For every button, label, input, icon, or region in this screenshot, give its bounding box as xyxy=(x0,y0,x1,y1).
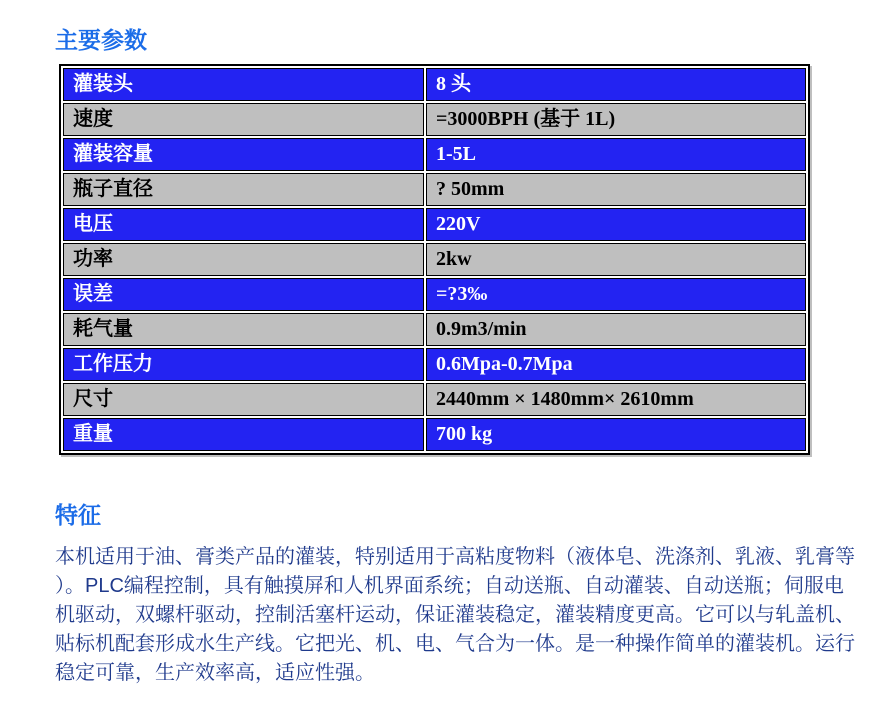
table-row xyxy=(63,138,806,171)
param-label: 功率 xyxy=(63,243,424,276)
param-label: 瓶子直径 xyxy=(63,173,424,206)
param-value: 220V xyxy=(426,208,806,241)
spec-table xyxy=(59,64,810,455)
param-value: 2kw xyxy=(426,243,806,276)
param-label: 耗气量 xyxy=(63,313,424,346)
param-value: 1-5L xyxy=(426,138,806,171)
table-row xyxy=(63,173,806,206)
paragraph-line: 本机适用于油、膏类产品的灌装，特别适用于高粘度物料（液体皂、洗涤剂、乳液、乳膏等 xyxy=(55,546,855,568)
param-label: 误差 xyxy=(63,278,424,311)
table-row xyxy=(63,418,806,451)
param-value: 8 头 xyxy=(426,68,806,101)
main-params-title: 主要参数 xyxy=(55,27,147,53)
table-row xyxy=(63,208,806,241)
table-row xyxy=(63,68,806,101)
param-label: 灌装头 xyxy=(63,68,424,101)
table-row xyxy=(63,243,806,276)
param-label: 重量 xyxy=(63,418,424,451)
paragraph-line: 机驱动，双螺杆驱动，控制活塞杆运动，保证灌装稳定，灌装精度更高。它可以与轧盖机、 xyxy=(55,604,855,626)
param-label: 速度 xyxy=(63,103,424,136)
table-row xyxy=(63,103,806,136)
param-value: 0.9m3/min xyxy=(426,313,806,346)
param-label: 尺寸 xyxy=(63,383,424,416)
param-label: 灌装容量 xyxy=(63,138,424,171)
param-value: 2440mm × 1480mm× 2610mm xyxy=(426,383,806,416)
paragraph-line: ）。PLC编程控制，具有触摸屏和人机界面系统；自动送瓶、自动灌装、自动送瓶；伺服电 xyxy=(55,575,844,597)
table-row xyxy=(63,348,806,381)
param-label: 工作压力 xyxy=(63,348,424,381)
param-value: =3000BPH (基于 1L) xyxy=(426,103,806,136)
features-title: 特征 xyxy=(55,502,101,528)
paragraph-line: 贴标机配套形成水生产线。它把光、机、电、气合为一体。是一种操作简单的灌装机。运行 xyxy=(55,633,855,655)
features-paragraph xyxy=(55,543,855,688)
param-value: ? 50mm xyxy=(426,173,806,206)
paragraph-line: 稳定可靠，生产效率高，适应性强。 xyxy=(55,662,375,684)
table-row xyxy=(63,383,806,416)
param-value: 700 kg xyxy=(426,418,806,451)
param-label: 电压 xyxy=(63,208,424,241)
param-value: =?3‰ xyxy=(426,278,806,311)
table-row xyxy=(63,278,806,311)
param-value: 0.6Mpa-0.7Mpa xyxy=(426,348,806,381)
table-row xyxy=(63,313,806,346)
